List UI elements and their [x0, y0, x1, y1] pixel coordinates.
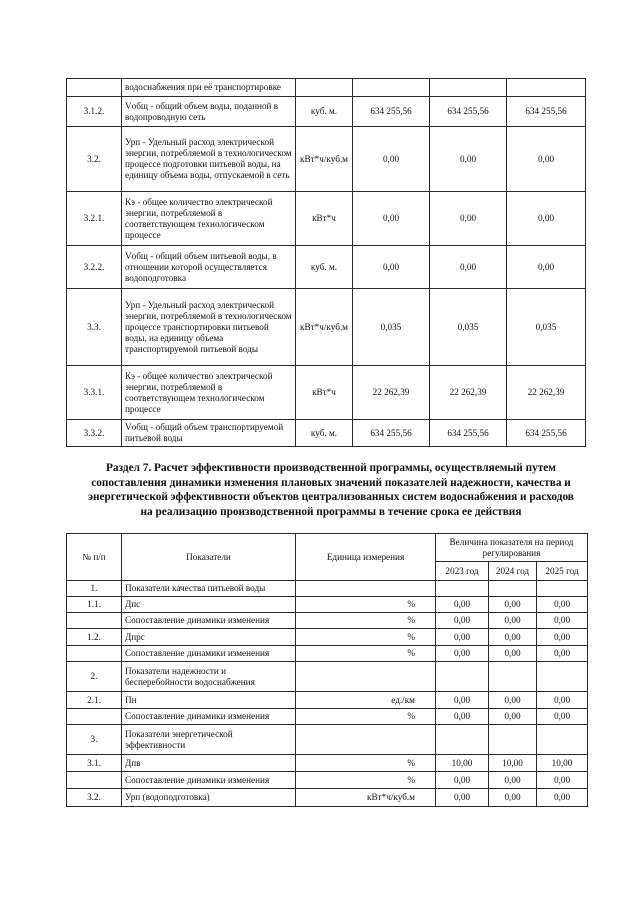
row-description: Vобщ - общий объем питьевой воды, в отношении которой осуществляется водоподготовка [122, 246, 296, 289]
row-description: Урп - Удельный расход электрической энергии, потребляемой в технологическом процессе подготовки питьевой воды, на единицу объема воды, отпускаемой в сеть [122, 127, 296, 192]
header-year-2024: 2024 год [489, 562, 537, 581]
value-cell [537, 581, 588, 597]
value-cell: 10,00 [489, 755, 537, 772]
value-cell: 0,00 [436, 709, 489, 725]
table-row [67, 789, 588, 807]
value-cell: 0,00 [537, 597, 588, 613]
table-row [67, 692, 588, 709]
row-number: 2. [67, 662, 122, 692]
table-row [67, 755, 588, 772]
row-description: Кэ - общее количество электрической энергии, потребляемой в соответствующем технологическом процессе [122, 192, 296, 246]
row-unit: % [296, 597, 436, 613]
row-unit: кВт*ч [296, 192, 353, 246]
value-cell [436, 725, 489, 755]
value-cell: 0,00 [436, 789, 489, 807]
value-cell: 0,00 [489, 772, 537, 789]
row-unit: % [296, 629, 436, 646]
row-unit [296, 725, 436, 755]
row-unit [296, 662, 436, 692]
row-unit: куб. м. [296, 246, 353, 289]
row-number: 3.1.2. [67, 97, 122, 127]
row-unit: кВт*ч [296, 366, 353, 420]
row-number: 1. [67, 581, 122, 597]
row-number: 3.2. [67, 127, 122, 192]
value-cell: 0,00 [507, 192, 586, 246]
row-unit: куб. м. [296, 97, 353, 127]
row-number: 3.2.1. [67, 192, 122, 246]
row-number: 1.1. [67, 597, 122, 613]
table-row [67, 772, 588, 789]
row-number: 3.3.1. [67, 366, 122, 420]
header-year-2025: 2025 год [537, 562, 588, 581]
row-unit: % [296, 709, 436, 725]
row-unit: ед./км [296, 692, 436, 709]
value-cell [489, 662, 537, 692]
table-row [67, 725, 588, 755]
header-year-2023: 2023 год [436, 562, 489, 581]
row-indicator: Дпв [122, 755, 296, 772]
value-cell: 0,00 [507, 246, 586, 289]
table-row [67, 289, 586, 366]
header-unit: Единица измерения [296, 534, 436, 581]
row-unit: % [296, 755, 436, 772]
row-description: Vобщ - общий объем воды, поданной в водопроводную сеть [122, 97, 296, 127]
value-cell: 0,00 [537, 646, 588, 662]
table-row [67, 646, 588, 662]
value-cell: 634 255,56 [430, 420, 507, 447]
row-unit: % [296, 772, 436, 789]
value-cell: 0,00 [489, 613, 537, 629]
row-description: водоснабжения при её транспортировке [122, 79, 296, 97]
value-cell: 0,00 [430, 127, 507, 192]
row-indicator: Сопоставление динамики изменения [122, 772, 296, 789]
value-cell: 0,00 [353, 246, 430, 289]
value-cell: 0,00 [537, 772, 588, 789]
header-number: № п/п [67, 534, 122, 581]
row-indicator: Урп (водоподготовка) [122, 789, 296, 807]
row-indicator: Сопоставление динамики изменения [122, 709, 296, 725]
value-cell [489, 725, 537, 755]
value-cell: 0,00 [436, 613, 489, 629]
row-number: 3.1. [67, 755, 122, 772]
header-indicators: Показатели [122, 534, 296, 581]
value-cell: 634 255,56 [353, 97, 430, 127]
value-cell [436, 581, 489, 597]
row-number: 3.2.2. [67, 246, 122, 289]
value-cell: 0,035 [353, 289, 430, 366]
value-cell: 0,00 [537, 789, 588, 807]
value-cell: 0,00 [489, 646, 537, 662]
table-row [67, 662, 588, 692]
efficiency-indicators-table [66, 533, 588, 807]
table-row [67, 709, 588, 725]
table-row [67, 97, 586, 127]
value-cell: 0,00 [436, 629, 489, 646]
value-cell: 0,00 [489, 597, 537, 613]
value-cell: 0,00 [489, 692, 537, 709]
row-unit [296, 79, 353, 97]
row-indicator: Показатели качества питьевой воды [122, 581, 296, 597]
value-cell: 0,035 [430, 289, 507, 366]
value-cell [507, 79, 586, 97]
row-number [67, 709, 122, 725]
row-indicator: Показатели энергетической эффективности [122, 725, 296, 755]
row-indicator: Дпс [122, 597, 296, 613]
value-cell: 0,00 [353, 127, 430, 192]
row-description: Урп - Удельный расход электрической энергии, потребляемой в технологическом процессе транспортировки питьевой воды, на единицу объема транспортируемой питьевой воды [122, 289, 296, 366]
row-number: 3.3. [67, 289, 122, 366]
value-cell: 0,00 [489, 629, 537, 646]
row-indicator: Сопоставление динамики изменения [122, 646, 296, 662]
row-number [67, 646, 122, 662]
value-cell: 634 255,56 [430, 97, 507, 127]
value-cell: 0,00 [537, 613, 588, 629]
value-cell: 0,00 [537, 629, 588, 646]
row-number [67, 79, 122, 97]
row-unit: куб. м. [296, 420, 353, 447]
value-cell: 10,00 [436, 755, 489, 772]
value-cell: 0,00 [430, 192, 507, 246]
value-cell: 0,00 [537, 709, 588, 725]
value-cell: 22 262,39 [507, 366, 586, 420]
value-cell: 22 262,39 [430, 366, 507, 420]
value-cell: 634 255,56 [353, 420, 430, 447]
value-cell: 10,00 [537, 755, 588, 772]
value-cell: 0,00 [507, 127, 586, 192]
row-unit: % [296, 613, 436, 629]
row-description: Кэ - общее количество электрической энергии, потребляемой в соответствующем технологическом процессе [122, 366, 296, 420]
value-cell [489, 581, 537, 597]
table-row [67, 581, 588, 597]
row-number: 3. [67, 725, 122, 755]
table-row [67, 613, 588, 629]
row-number: 3.2. [67, 789, 122, 807]
table-row [67, 246, 586, 289]
table-header-row [67, 534, 588, 562]
row-number [67, 613, 122, 629]
row-indicator: Сопоставление динамики изменения [122, 613, 296, 629]
row-description: Vобщ - общий объем транспортируемой питьевой воды [122, 420, 296, 447]
table-row [67, 597, 588, 613]
table-row [67, 79, 586, 97]
value-cell [430, 79, 507, 97]
table-row [67, 629, 588, 646]
value-cell: 0,00 [489, 709, 537, 725]
row-unit: кВт*ч/куб.м [296, 789, 436, 807]
row-number [67, 772, 122, 789]
indicators-table-continued [66, 78, 586, 447]
value-cell [537, 725, 588, 755]
value-cell [537, 662, 588, 692]
row-number: 2.1. [67, 692, 122, 709]
table-row [67, 127, 586, 192]
row-unit [296, 581, 436, 597]
value-cell [353, 79, 430, 97]
value-cell: 0,035 [507, 289, 586, 366]
value-cell: 0,00 [436, 646, 489, 662]
header-period: Величина показателя на период регулирования [436, 534, 588, 562]
row-indicator: Пн [122, 692, 296, 709]
value-cell: 634 255,56 [507, 420, 586, 447]
row-number: 3.3.2. [67, 420, 122, 447]
value-cell: 0,00 [537, 692, 588, 709]
row-indicator: Показатели надежности и бесперебойности водоснабжения [122, 662, 296, 692]
value-cell: 0,00 [436, 772, 489, 789]
section-title: Раздел 7. Расчет эффективности производственной программы, осуществляемый путем сопоставления динамики изменения плановых значений показателей надежности, качества и энергетической эффективности объектов централизованных систем водоснабжения и расходов на реализацию производственной программы в течение срока ее действия [88, 462, 574, 518]
row-number: 1.2. [67, 629, 122, 646]
table-row [67, 420, 586, 447]
value-cell: 0,00 [436, 597, 489, 613]
value-cell: 0,00 [430, 246, 507, 289]
value-cell: 634 255,56 [507, 97, 586, 127]
row-unit: кВт*ч/куб.м [296, 289, 353, 366]
value-cell: 0,00 [436, 692, 489, 709]
row-unit: % [296, 646, 436, 662]
table-row [67, 366, 586, 420]
row-indicator: Дпрс [122, 629, 296, 646]
value-cell: 0,00 [489, 789, 537, 807]
row-unit: кВт*ч/куб.м [296, 127, 353, 192]
value-cell [436, 662, 489, 692]
value-cell: 22 262,39 [353, 366, 430, 420]
value-cell: 0,00 [353, 192, 430, 246]
table-row [67, 192, 586, 246]
